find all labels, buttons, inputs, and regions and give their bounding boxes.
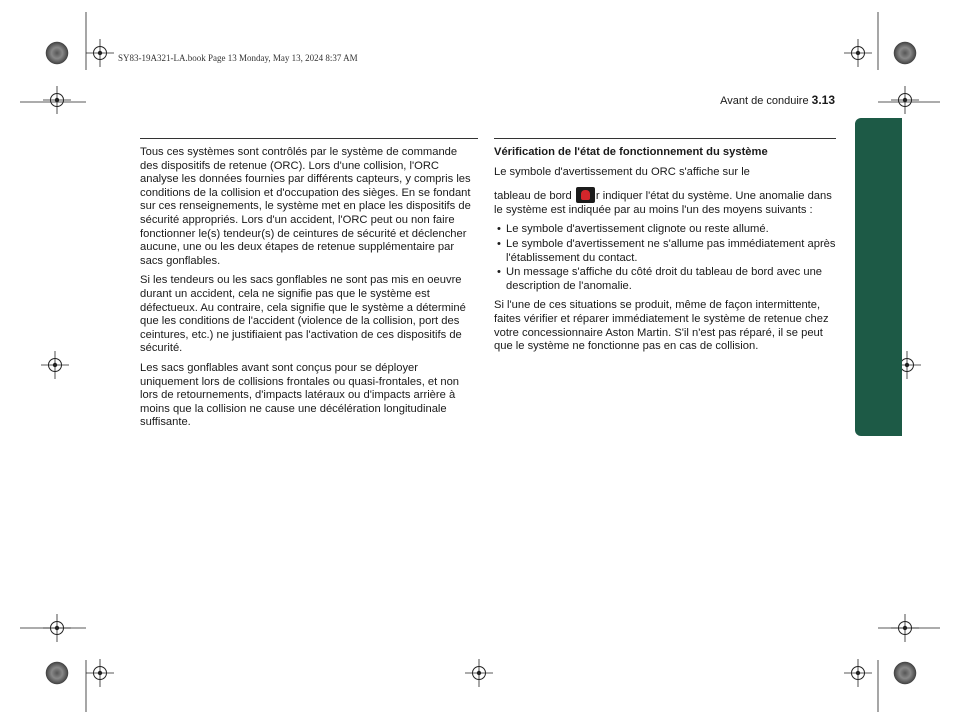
running-head — [720, 93, 835, 107]
anomaly-list — [494, 223, 836, 293]
airbag-warning-icon — [576, 187, 595, 203]
intro-paragraph — [494, 187, 836, 217]
left-column-rule — [140, 138, 478, 139]
paragraph: Tous ces systèmes sont contrôlés par le système de commande des dispositifs de retenue (ORC). Lors d'une collision, l'ORC analyse les données fournies par différents capteurs, y compris les conditions de la collision et d'occupation des sièges. En se fondant sur ces renseignements, le système met en place les dispositifs de sécurité appropriés. Lors d'un accident, l'ORC peut ou non faire fonctionner le(s) tendeur(s) de ceintures de sécurité et déclencher aucune, une ou les deux étapes de retenue supplémentaire par sacs gonflables. — [140, 146, 471, 267]
intro-line: Le symbole d'avertissement du ORC s'affiche sur le — [494, 165, 750, 178]
list-item: • Le symbole d'avertissement ne s'allume pas immédiatement après l'établissement du contact. — [494, 238, 836, 265]
closing-paragraph: Si l'une de ces situations se produit, même de façon intermittente, faites vérifier et réparer immédiatement le système de retenue chez votre concessionnaire Aston Martin. S'il n'est pas réparé, il se peut que le système ne fonctionne pas en cas de collision. — [494, 299, 829, 353]
section-tab — [855, 118, 902, 436]
intro-after-icon: r indiquer l'état du système. Une anomalie dans le système est indiquée par au moins l'un des moyens suivants : — [494, 190, 832, 216]
list-item: • Le symbole d'avertissement clignote ou reste allumé. — [494, 223, 836, 237]
left-column — [140, 146, 478, 436]
registration-mark-icon — [86, 39, 114, 67]
list-item: • Un message s'affiche du côté droit du tableau de bord avec une description de l'anomalie. — [494, 266, 836, 293]
running-head-title: Avant de conduire — [720, 95, 809, 107]
intro-before-icon: tableau de bord — [494, 190, 572, 203]
page-number: 3.13 — [811, 93, 835, 107]
paragraph: Les sacs gonflables avant sont conçus pour se déployer uniquement lors de collisions frontales ou quasi-frontales, et non lors de retournements, d'impacts latéraux ou d'impacts arrière à moins que la collision ne cause une décélération longitudinale suffisante. — [140, 361, 460, 429]
right-column — [494, 146, 836, 360]
slug-line: SY83-19A321-LA.book Page 13 Monday, May 13, 2024 8:37 AM — [118, 53, 358, 63]
section-heading: Vérification de l'état de fonctionnement du système — [494, 146, 768, 158]
right-column-rule — [494, 138, 836, 139]
paragraph: Si les tendeurs ou les sacs gonflables ne sont pas mis en oeuvre durant un accident, cela ne signifie pas que le système est défectueux. Au contraire, cela signifie que le système a déterminé que les conditions de l'accident (violence de la collision, port des ceintures, etc.) ne justifiaient pas l'activation de ces dispositifs de sécurité. — [140, 274, 466, 355]
